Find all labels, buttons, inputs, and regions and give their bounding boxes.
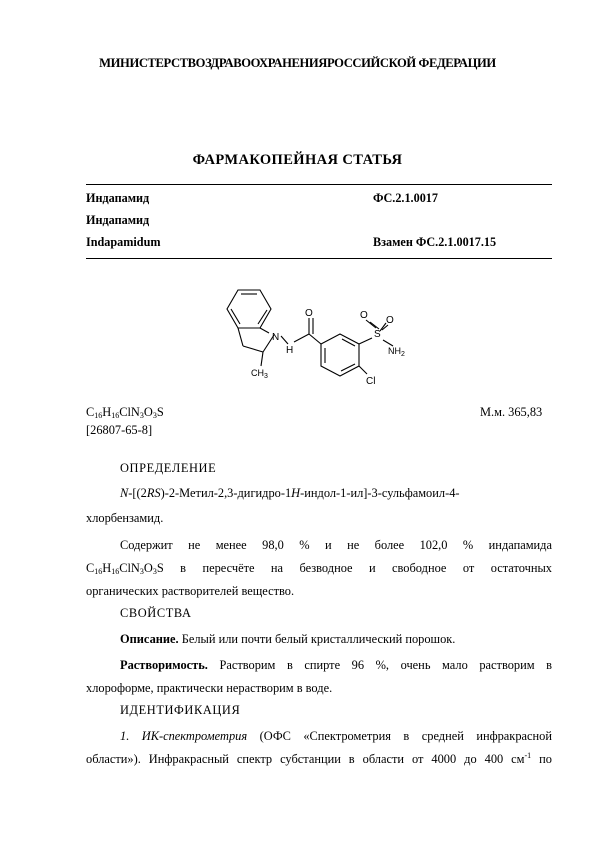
drug-name-latin: Indapamidum [86,235,161,249]
title-top-rule [86,184,552,185]
identification-item1-line1: 1. ИК-спектрометрия (ОФС «Спектрометрия в средней инфракрасной [120,729,552,743]
structure-label-o-sulfonyl-2: O [386,315,394,326]
monograph-code: ФС.2.1.0017 [373,191,438,205]
molecular-weight: М.м. 365,83 [480,405,543,419]
solubility-line2: хлороформе, практически нерастворим в воде. [86,681,333,695]
solubility-line1: Растворимость. Растворим в спирте 96 %, очень мало растворим в [120,658,552,672]
description-paragraph: Описание. Белый или почти белый кристаллический порошок. [120,632,456,646]
drug-name-ru: Индапамид [86,191,150,205]
definition-chemical-name-line1: N-[(2RS)-2-Метил-2,3-дигидро-1H-индол-1-ил]-3-сульфамоил-4- [120,486,460,500]
section-heading-properties: СВОЙСТВА [120,606,192,620]
structure-label-ch3: $CH_3$ [251,368,268,380]
content-limits-line3: органических растворителей вещество. [86,584,295,598]
title-bottom-rule [86,258,552,259]
structure-label-nh2: $NH_2$ [388,346,405,358]
identification-item1-line2: области»). Инфракрасный спектр субстанции в области от 4000 до 400 $см^{-1}$ по [86,751,552,766]
ministry-header: МИНИСТЕРСТВОЗДРАВООХРАНЕНИЯРОССИЙСКОЙ ФЕДЕРАЦИИ [99,56,496,70]
structural-formula [225,278,415,396]
structure-bonds [227,290,393,376]
content-limits-line1: Содержит не менее 98,0 % и не более 102,0 % индапамида [120,538,552,552]
definition-chemical-name-line2: хлорбензамид. [86,511,164,525]
replaces-code: Взамен ФС.2.1.0017.15 [373,235,497,249]
structure-label-o-sulfonyl-1: O [360,310,368,321]
section-heading-identification: ИДЕНТИФИКАЦИЯ [120,703,241,717]
structure-label-n: N [272,332,280,343]
structure-label-cl: Cl [366,376,376,387]
content-limits-line2: $C_{16}H_{16}ClN_3O_3S$ в пересчёте на безводное и свободное от остаточных [86,561,552,576]
structure-label-h: H [286,345,294,356]
structure-label-o-carbonyl: O [305,308,313,319]
cas-number: [26807-65-8] [86,423,153,437]
structure-label-s: S [374,329,381,340]
document-type-title: ФАРМАКОПЕЙНАЯ СТАТЬЯ [192,152,403,168]
drug-name-ru-secondary: Индапамид [86,213,150,227]
molecular-formula: $C_{16}H_{16}ClN_3O_3S$ [86,405,164,420]
section-heading-definition: ОПРЕДЕЛЕНИЕ [120,461,217,475]
